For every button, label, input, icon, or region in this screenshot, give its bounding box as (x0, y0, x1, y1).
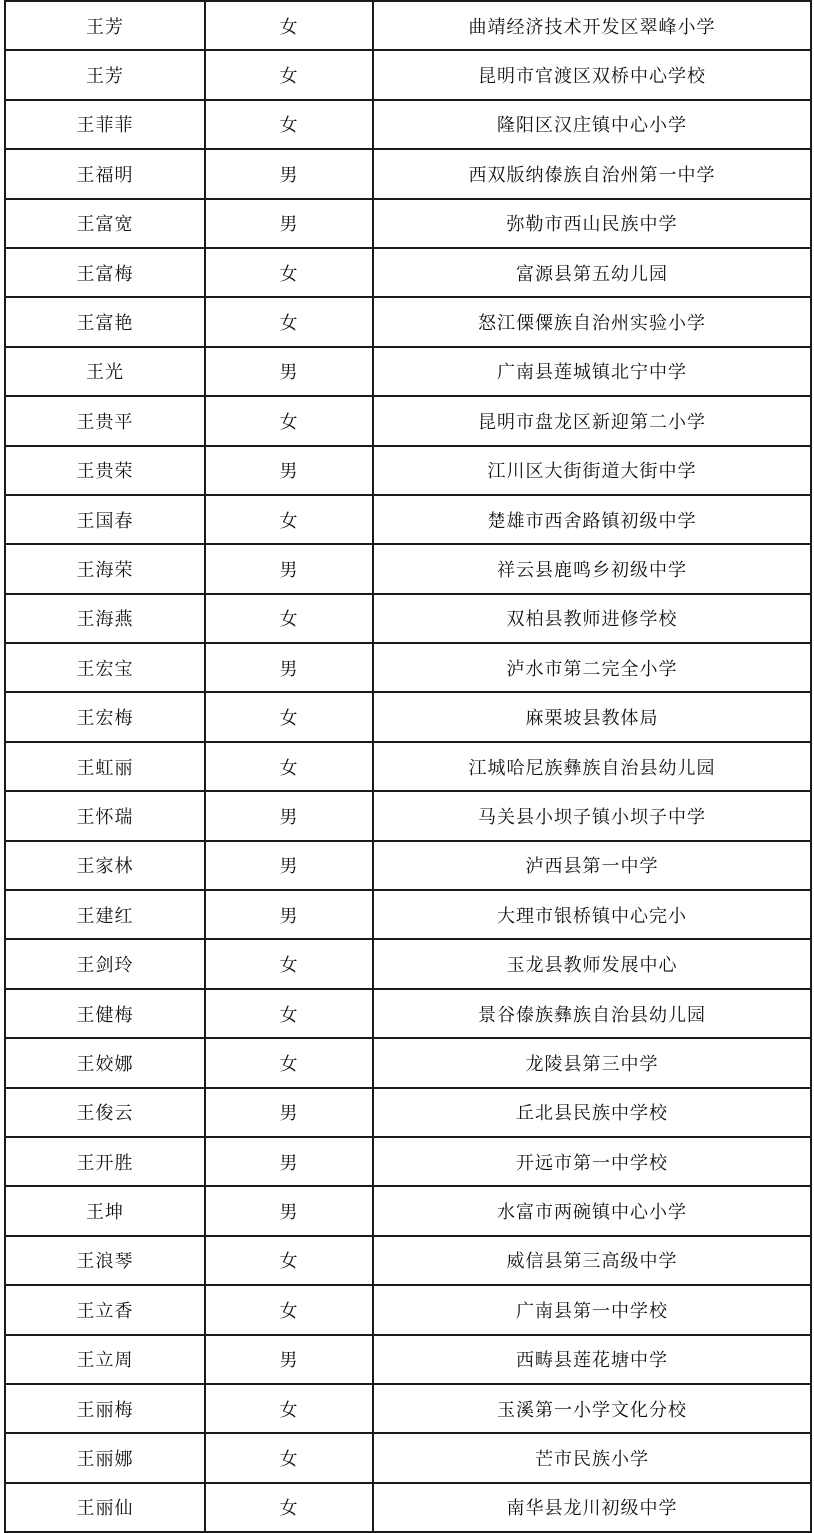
table-row (5, 297, 811, 346)
table-row (5, 1483, 811, 1532)
gender-cell: 女 (205, 989, 373, 1038)
table-row (5, 643, 811, 692)
gender-cell: 男 (205, 890, 373, 939)
name-cell: 王富艳 (5, 297, 205, 346)
school-cell: 怒江傈僳族自治州实验小学 (373, 297, 811, 346)
name-cell: 王芳 (5, 1, 205, 50)
table-row (5, 1433, 811, 1482)
roster-sheet (4, 0, 810, 1533)
gender-cell: 男 (205, 791, 373, 840)
gender-cell: 女 (205, 742, 373, 791)
gender-cell: 女 (205, 495, 373, 544)
table-row (5, 1137, 811, 1186)
table-row (5, 396, 811, 445)
table-row (5, 1236, 811, 1285)
school-cell: 曲靖经济技术开发区翠峰小学 (373, 1, 811, 50)
name-cell: 王宏宝 (5, 643, 205, 692)
school-cell: 马关县小坝子镇小坝子中学 (373, 791, 811, 840)
name-cell: 王家林 (5, 841, 205, 890)
school-cell: 麻栗坡县教体局 (373, 692, 811, 741)
school-cell: 江城哈尼族彝族自治县幼儿园 (373, 742, 811, 791)
gender-cell: 女 (205, 1483, 373, 1532)
table-row (5, 742, 811, 791)
name-cell: 王宏梅 (5, 692, 205, 741)
school-cell: 威信县第三高级中学 (373, 1236, 811, 1285)
name-cell: 王建红 (5, 890, 205, 939)
gender-cell: 女 (205, 594, 373, 643)
school-cell: 富源县第五幼儿园 (373, 248, 811, 297)
gender-cell: 女 (205, 1433, 373, 1482)
roster-table (4, 0, 812, 1533)
gender-cell: 男 (205, 347, 373, 396)
school-cell: 西双版纳傣族自治州第一中学 (373, 149, 811, 198)
name-cell: 王富宽 (5, 199, 205, 248)
school-cell: 隆阳区汉庄镇中心小学 (373, 100, 811, 149)
gender-cell: 男 (205, 446, 373, 495)
name-cell: 王姣娜 (5, 1038, 205, 1087)
name-cell: 王浪琴 (5, 1236, 205, 1285)
school-cell: 大理市银桥镇中心完小 (373, 890, 811, 939)
school-cell: 双柏县教师进修学校 (373, 594, 811, 643)
name-cell: 王海燕 (5, 594, 205, 643)
name-cell: 王立周 (5, 1335, 205, 1384)
table-row (5, 347, 811, 396)
table-row (5, 446, 811, 495)
name-cell: 王国春 (5, 495, 205, 544)
gender-cell: 男 (205, 841, 373, 890)
school-cell: 水富市两碗镇中心小学 (373, 1186, 811, 1235)
table-row (5, 1038, 811, 1087)
table-row (5, 939, 811, 988)
name-cell: 王俊云 (5, 1088, 205, 1137)
school-cell: 昆明市官渡区双桥中心学校 (373, 50, 811, 99)
name-cell: 王坤 (5, 1186, 205, 1235)
gender-cell: 女 (205, 1384, 373, 1433)
gender-cell: 男 (205, 1088, 373, 1137)
school-cell: 开远市第一中学校 (373, 1137, 811, 1186)
table-row (5, 1186, 811, 1235)
name-cell: 王贵荣 (5, 446, 205, 495)
gender-cell: 男 (205, 199, 373, 248)
table-row (5, 199, 811, 248)
school-cell: 丘北县民族中学校 (373, 1088, 811, 1137)
table-row (5, 1335, 811, 1384)
school-cell: 弥勒市西山民族中学 (373, 199, 811, 248)
gender-cell: 女 (205, 100, 373, 149)
table-row (5, 544, 811, 593)
gender-cell: 女 (205, 692, 373, 741)
gender-cell: 女 (205, 50, 373, 99)
name-cell: 王健梅 (5, 989, 205, 1038)
table-row (5, 692, 811, 741)
table-row (5, 841, 811, 890)
school-cell: 玉溪第一小学文化分校 (373, 1384, 811, 1433)
table-row (5, 495, 811, 544)
name-cell: 王贵平 (5, 396, 205, 445)
name-cell: 王海荣 (5, 544, 205, 593)
school-cell: 楚雄市西舍路镇初级中学 (373, 495, 811, 544)
name-cell: 王剑玲 (5, 939, 205, 988)
name-cell: 王丽梅 (5, 1384, 205, 1433)
gender-cell: 男 (205, 544, 373, 593)
gender-cell: 男 (205, 1137, 373, 1186)
gender-cell: 女 (205, 1, 373, 50)
gender-cell: 女 (205, 248, 373, 297)
gender-cell: 女 (205, 939, 373, 988)
table-row (5, 248, 811, 297)
gender-cell: 男 (205, 1335, 373, 1384)
name-cell: 王虹丽 (5, 742, 205, 791)
school-cell: 江川区大街街道大街中学 (373, 446, 811, 495)
name-cell: 王菲菲 (5, 100, 205, 149)
table-row (5, 100, 811, 149)
gender-cell: 男 (205, 1186, 373, 1235)
table-row (5, 1285, 811, 1334)
name-cell: 王开胜 (5, 1137, 205, 1186)
table-row (5, 1, 811, 50)
name-cell: 王立香 (5, 1285, 205, 1334)
name-cell: 王芳 (5, 50, 205, 99)
name-cell: 王丽仙 (5, 1483, 205, 1532)
school-cell: 龙陵县第三中学 (373, 1038, 811, 1087)
name-cell: 王丽娜 (5, 1433, 205, 1482)
school-cell: 景谷傣族彝族自治县幼儿园 (373, 989, 811, 1038)
school-cell: 祥云县鹿鸣乡初级中学 (373, 544, 811, 593)
gender-cell: 男 (205, 643, 373, 692)
name-cell: 王怀瑞 (5, 791, 205, 840)
school-cell: 玉龙县教师发展中心 (373, 939, 811, 988)
table-row (5, 149, 811, 198)
school-cell: 芒市民族小学 (373, 1433, 811, 1482)
school-cell: 广南县第一中学校 (373, 1285, 811, 1334)
gender-cell: 女 (205, 1236, 373, 1285)
name-cell: 王富梅 (5, 248, 205, 297)
name-cell: 王福明 (5, 149, 205, 198)
school-cell: 泸西县第一中学 (373, 841, 811, 890)
school-cell: 西畴县莲花塘中学 (373, 1335, 811, 1384)
gender-cell: 女 (205, 1285, 373, 1334)
table-row (5, 890, 811, 939)
school-cell: 泸水市第二完全小学 (373, 643, 811, 692)
gender-cell: 女 (205, 1038, 373, 1087)
table-row (5, 1088, 811, 1137)
table-row (5, 594, 811, 643)
gender-cell: 男 (205, 149, 373, 198)
table-row (5, 50, 811, 99)
school-cell: 南华县龙川初级中学 (373, 1483, 811, 1532)
roster-table-body (5, 1, 811, 1532)
table-row (5, 1384, 811, 1433)
school-cell: 广南县莲城镇北宁中学 (373, 347, 811, 396)
table-row (5, 791, 811, 840)
gender-cell: 女 (205, 396, 373, 445)
table-row (5, 989, 811, 1038)
name-cell: 王光 (5, 347, 205, 396)
school-cell: 昆明市盘龙区新迎第二小学 (373, 396, 811, 445)
gender-cell: 女 (205, 297, 373, 346)
